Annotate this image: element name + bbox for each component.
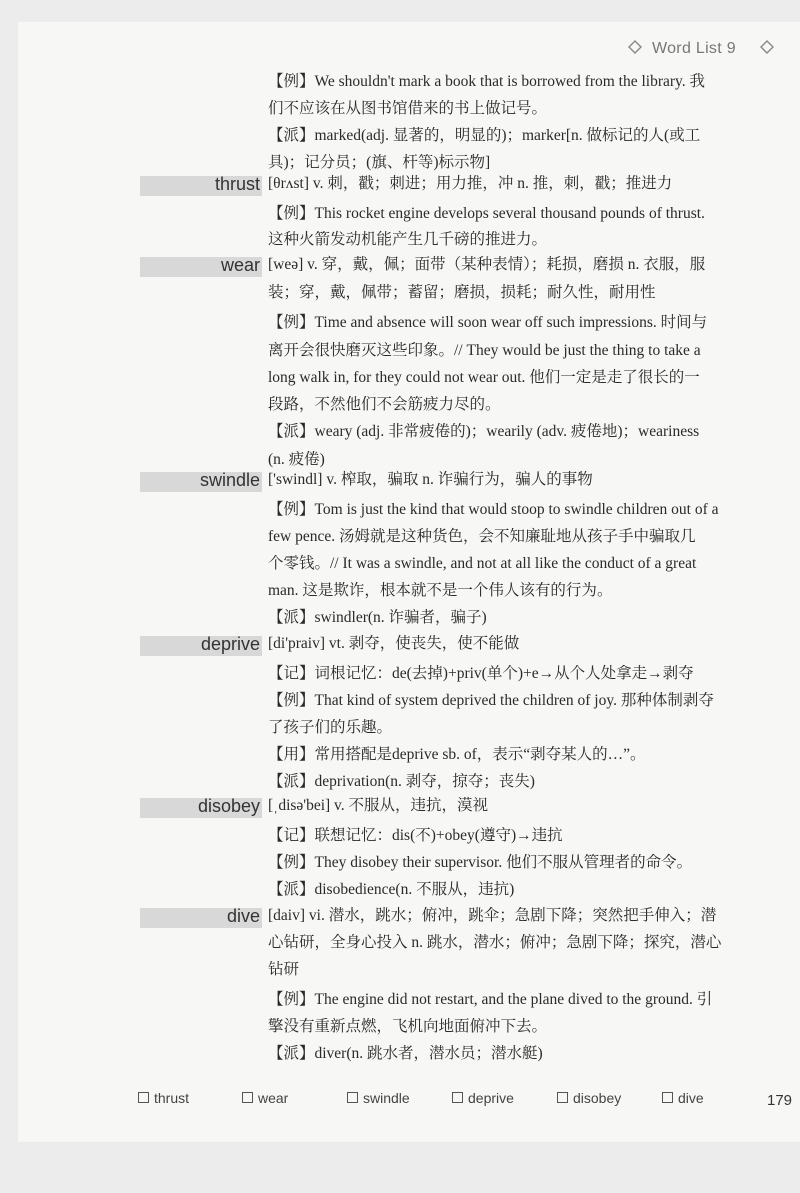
checkbox-icon <box>452 1092 463 1103</box>
page-header <box>0 0 800 57</box>
entry-line: 【例】Time and absence will soon wear off such impressions. 时间与 <box>268 314 708 331</box>
entry-line: 这种火箭发动机能产生几千磅的推进力。 <box>268 231 548 248</box>
entry-line: 钻研 <box>268 961 300 978</box>
entry-line: 【派】swindler(n. 诈骗者，骗子) <box>268 609 487 626</box>
entry-line: ['swindl] v. 榨取，骗取 n. 诈骗行为，骗人的事物 <box>268 471 593 488</box>
checklist-item-deprive[interactable]: deprive <box>452 1090 514 1106</box>
entry-line: 【例】That kind of system deprived the children of joy. 那种体制剥夺 <box>268 692 714 709</box>
checkbox-icon <box>347 1092 358 1103</box>
entry-line: 装；穿，戴，佩带；蓄留；磨损，损耗；耐久性，耐用性 <box>268 284 656 301</box>
entry-line: 们不应该在从图书馆借来的书上做记号。 <box>268 100 548 117</box>
checkbox-icon <box>138 1092 149 1103</box>
checkbox-icon <box>242 1092 253 1103</box>
page-footer <box>0 1082 800 1112</box>
entry-line: 【派】weary (adj. 非常疲倦的)；wearily (adv. 疲倦地)；weariness <box>268 423 700 440</box>
diamond-ornament-icon <box>628 40 642 54</box>
diamond-ornament-icon <box>760 40 774 54</box>
checklist-item-swindle[interactable]: swindle <box>347 1090 410 1106</box>
entry-line: 【用】常用搭配是deprive sb. of，表示“剥夺某人的…”。 <box>268 746 646 763</box>
entry-line: 【例】The engine did not restart, and the plane dived to the ground. 引 <box>268 991 713 1008</box>
entry-line: man. 这是欺诈，根本就不是一个伟人该有的行为。 <box>268 582 613 599</box>
entry-line: [θrʌst] v. 刺，戳；刺进；用力推，冲 n. 推，刺，戳；推进力 <box>268 175 673 192</box>
entry-line: 擎没有重新点燃，飞机向地面俯冲下去。 <box>268 1018 548 1035</box>
entry-line: [daiv] vi. 潜水，跳水；俯冲，跳伞；急剧下降；突然把手伸入；潜 <box>268 907 717 924</box>
entry-line: 个零钱。// It was a swindle, and not at all like the conduct of a great <box>268 555 697 572</box>
checklist-item-wear[interactable]: wear <box>242 1090 288 1106</box>
word-list-title: Word List 9 <box>652 40 736 57</box>
headword: thrust <box>214 174 260 194</box>
entry-line: 【派】marked(adj. 显著的，明显的)；marker[n. 做标记的人(或工 <box>268 127 701 144</box>
entry-line: 心钻研，全身心投入 n. 跳水，潜水；俯冲；急剧下降；探究，潜心 <box>268 934 722 951</box>
entry-line: 【派】deprivation(n. 剥夺，掠夺；丧失) <box>268 773 535 790</box>
page-number: 179 <box>767 1092 793 1109</box>
headword: wear <box>220 255 260 275</box>
entry-line: 【例】This rocket engine develops several thousand pounds of thrust. <box>268 205 705 222</box>
headword: deprive <box>200 634 260 654</box>
headword: disobey <box>197 796 260 816</box>
entry-line: 【例】They disobey their supervisor. 他们不服从管理者的命令。 <box>268 854 693 871</box>
entry-line: 段路，不然他们不会筋疲力尽的。 <box>268 396 501 413</box>
entry-line: few pence. 汤姆就是这种货色，会不知廉耻地从孩子手中骗取几 <box>268 528 696 545</box>
entry-line: 【派】diver(n. 跳水者，潜水员；潜水艇) <box>268 1045 543 1062</box>
entry-line: [ˌdisə'bei] v. 不服从，违抗，漠视 <box>268 797 489 814</box>
checklist-item-thrust[interactable]: thrust <box>138 1090 189 1106</box>
checklist-item-dive[interactable]: dive <box>662 1090 704 1106</box>
checklist-item-disobey[interactable]: disobey <box>557 1090 621 1106</box>
entry-line: 具)；记分员；(旗、杆等)标示物] <box>268 154 491 171</box>
entry-line: 离开会很快磨灭这些印象。// They would be just the thing to take a <box>268 342 701 359</box>
checkbox-icon <box>662 1092 673 1103</box>
entry-line: long walk in, for they could not wear out. 他们一定是走了很长的一 <box>268 369 700 386</box>
entry-line: 【例】We shouldn't mark a book that is borrowed from the library. 我 <box>268 73 706 90</box>
entry-line: 【派】disobedience(n. 不服从，违抗) <box>268 881 515 898</box>
entry-line: 【记】词根记忆：de(去掉)+priv(单个)+e→从个人处拿走→剥夺 <box>268 665 694 682</box>
headword: swindle <box>199 470 260 490</box>
entry-line: 了孩子们的乐趣。 <box>268 719 393 736</box>
headword: dive <box>226 906 260 926</box>
checkbox-icon <box>557 1092 568 1103</box>
entry-line: 【记】联想记忆：dis(不)+obey(遵守)→违抗 <box>268 827 563 844</box>
entry-line: 【例】Tom is just the kind that would stoop to swindle children out of a <box>268 501 719 518</box>
entry-line: [weə] v. 穿，戴，佩；面带（某种表情）；耗损，磨损 n. 衣服，服 <box>268 256 706 273</box>
entry-line: (n. 疲倦) <box>268 451 325 468</box>
entry-line: [di'praiv] vt. 剥夺，使丧失，使不能做 <box>268 635 520 652</box>
